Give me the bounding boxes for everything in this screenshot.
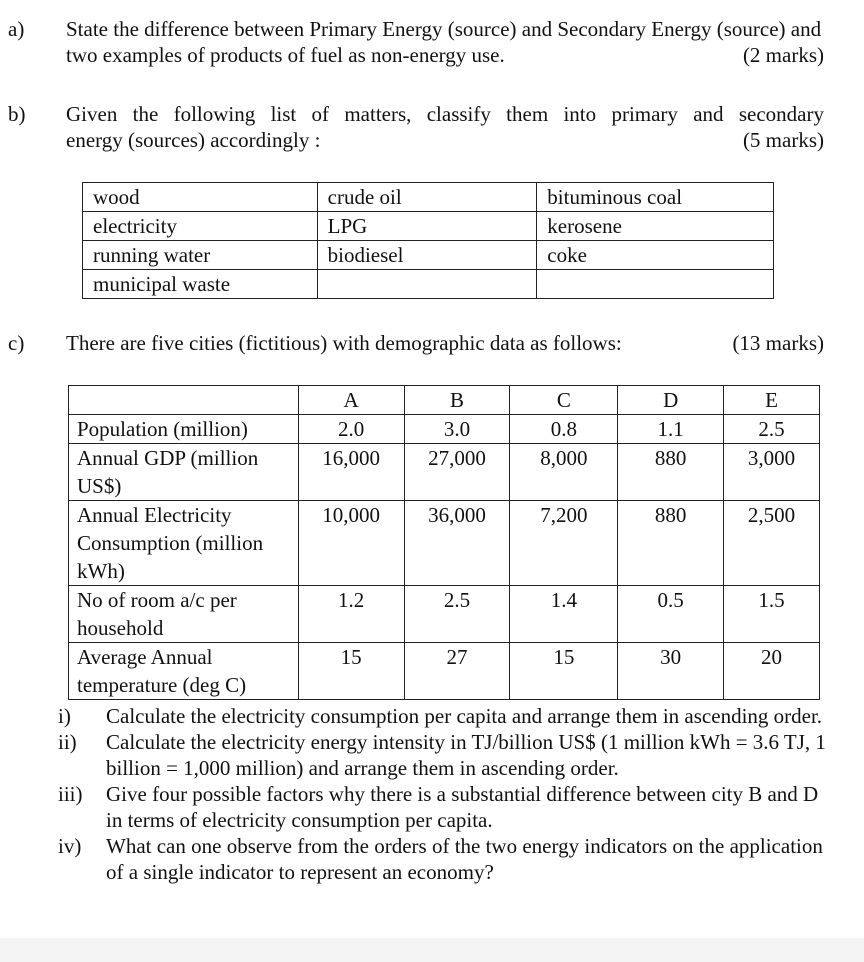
table-cell: 3,000 [724, 444, 820, 501]
table-cell: 8,000 [510, 444, 618, 501]
table-cell: bituminous coal [537, 183, 774, 212]
table-cell: crude oil [317, 183, 537, 212]
table-header-cell [69, 386, 299, 415]
table-cell: 2.5 [724, 415, 820, 444]
table-cell: 2.5 [404, 586, 510, 643]
question-b-marks: (5 marks) [742, 128, 824, 152]
question-b-line2: energy (sources) accordingly : [66, 128, 321, 152]
row-label: Annual Electricity Consumption (million kWh) [69, 501, 299, 586]
table-cell: 1.1 [618, 415, 724, 444]
table-cell: 880 [618, 444, 724, 501]
row-label: Annual GDP (million US$) [69, 444, 299, 501]
table-header-cell: C [510, 386, 618, 415]
subquestion-text: Calculate the electricity energy intensity in TJ/billion US$ (1 million kWh = 3.6 TJ, 1 billion = 1,000 million) and arrange them in ascending order. [106, 730, 826, 780]
table-cell: 0.8 [510, 415, 618, 444]
subquestion-number: iv) [58, 834, 82, 858]
subquestion-text: Give four possible factors why there is a substantial difference between city B and D in terms of electricity consumption per capita. [106, 782, 819, 832]
table-row [69, 501, 820, 586]
list-item [58, 833, 828, 885]
table-row [83, 183, 774, 212]
question-b-line1: Given the following list of matters, classify them into primary and secondary [66, 102, 824, 126]
table-cell: 20 [724, 643, 820, 700]
table-cell: 36,000 [404, 501, 510, 586]
row-label: Population (million) [69, 415, 299, 444]
question-b-label: b) [8, 102, 26, 126]
table-row [83, 241, 774, 270]
table-cell: 0.5 [618, 586, 724, 643]
table-header-cell: E [724, 386, 820, 415]
matters-table [82, 182, 774, 299]
table-cell: 2.0 [298, 415, 404, 444]
question-b [66, 101, 824, 153]
table-cell: 2,500 [724, 501, 820, 586]
table-cell: coke [537, 241, 774, 270]
table-cell: 10,000 [298, 501, 404, 586]
table-cell [537, 270, 774, 299]
subquestion-list [58, 703, 828, 885]
table-cell [317, 270, 537, 299]
question-c-text: There are five cities (fictitious) with demographic data as follows: [66, 331, 622, 355]
list-item [58, 703, 828, 729]
table-header-row [69, 386, 820, 415]
subquestion-number: i) [58, 704, 71, 728]
subquestion-text: What can one observe from the orders of the two energy indicators on the application of a single indicator to represent an economy? [106, 834, 823, 884]
table-cell: 1.5 [724, 586, 820, 643]
table-cell: 15 [298, 643, 404, 700]
subquestion-text: Calculate the electricity consumption per capita and arrange them in ascending order. [106, 704, 823, 728]
list-item [58, 729, 828, 781]
table-cell: 3.0 [404, 415, 510, 444]
table-cell: running water [83, 241, 318, 270]
table-row [69, 586, 820, 643]
table-header-cell: A [298, 386, 404, 415]
question-a-label: a) [8, 17, 25, 41]
table-cell: LPG [317, 212, 537, 241]
table-header-cell: D [618, 386, 724, 415]
subquestion-number: iii) [58, 782, 83, 806]
table-row [69, 643, 820, 700]
table-cell: electricity [83, 212, 318, 241]
table-cell: municipal waste [83, 270, 318, 299]
table-cell: 1.4 [510, 586, 618, 643]
table-cell: wood [83, 183, 318, 212]
list-item [58, 781, 828, 833]
table-cell: 7,200 [510, 501, 618, 586]
question-a [66, 16, 824, 68]
row-label: No of room a/c per household [69, 586, 299, 643]
table-cell: 880 [618, 501, 724, 586]
table-cell: kerosene [537, 212, 774, 241]
page-bottom-band [0, 938, 864, 962]
table-cell: 27 [404, 643, 510, 700]
question-a-marks: (2 marks) [742, 43, 824, 67]
table-row [69, 415, 820, 444]
question-c-label: c) [8, 331, 25, 355]
table-cell: 15 [510, 643, 618, 700]
table-row [83, 270, 774, 299]
question-c-marks: (13 marks) [732, 331, 824, 355]
question-c [66, 330, 824, 356]
cities-table [68, 385, 820, 700]
table-cell: 16,000 [298, 444, 404, 501]
table-row [69, 444, 820, 501]
table-row [83, 212, 774, 241]
table-cell: 1.2 [298, 586, 404, 643]
table-cell: 27,000 [404, 444, 510, 501]
table-cell: 30 [618, 643, 724, 700]
question-a-text: State the difference between Primary Energy (source) and Secondary Energy (source) and two examples of products of fuel as non-energy use. [66, 17, 822, 67]
table-header-cell: B [404, 386, 510, 415]
subquestion-number: ii) [58, 730, 77, 754]
row-label: Average Annual temperature (deg C) [69, 643, 299, 700]
table-cell: biodiesel [317, 241, 537, 270]
